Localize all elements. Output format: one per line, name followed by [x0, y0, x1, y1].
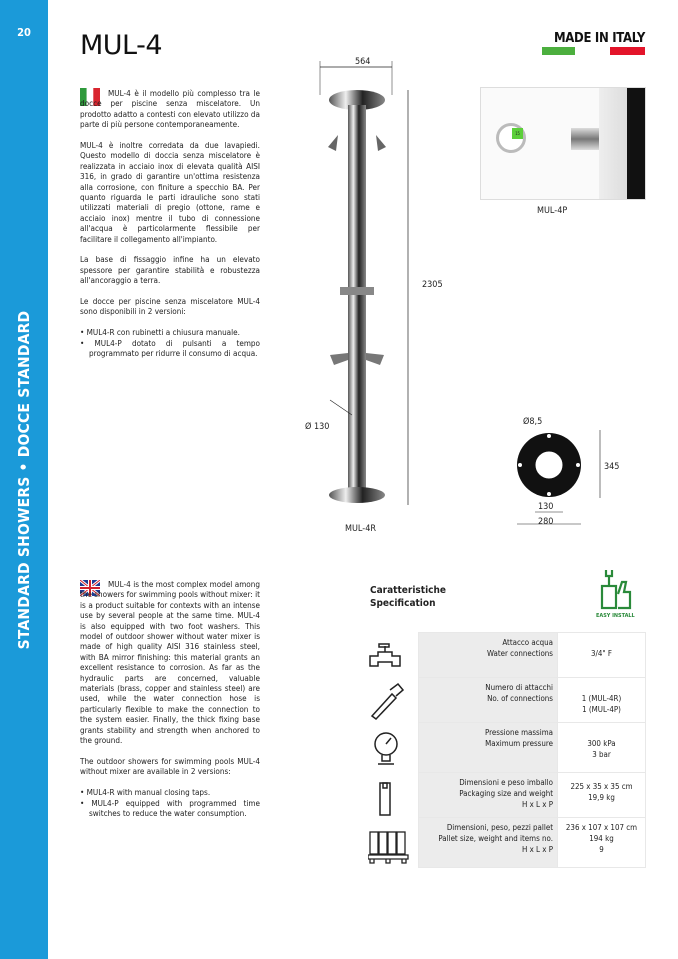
spec-label-it: Attacco acqua: [502, 638, 553, 647]
inset-caption: MUL-4P: [537, 206, 568, 216]
spec-label-dims: H x L x P: [522, 800, 553, 809]
flag-green-bar: [542, 47, 575, 55]
spec-row: [419, 773, 646, 818]
water-valve-icon: [368, 640, 404, 672]
spec-heading: [370, 584, 446, 610]
it-paragraph: La base di fissaggio infine ha un elevato spessore per garantire stabilità e robustezza all'ancoraggio a terra.: [80, 254, 260, 286]
spec-label-it: Numero di attacchi: [485, 683, 553, 692]
package-box-icon: [368, 780, 404, 818]
spec-value: 300 kPa: [587, 739, 616, 748]
list-item: • MUL4-P dotato di pulsanti a tempo programmato per ridurre il consumo di acqua.: [80, 337, 260, 359]
sidebar-label: STANDARD SHOWERS • DOCCE STANDARD: [15, 310, 33, 650]
pipe-wrench-icon: [368, 682, 404, 720]
en-paragraph: MUL-4 is the most complex model among the showers for swimming pools without mixer: it is a product suitable for contexts with an intense use by several people at the same time. MUL-4 is also equipped with two foot washers. This model of outdoor shower without water mixer is made of high quality AISI 316 stainless steel, with BA mirror finishing: this material grants an excellent resistance to corrosion. As far as the hydraulic parts are concerned, valuable materials (brass, copper and stainless steel) are used, while the water connection hose is particularly flexible to make the connection to the system easier. Finally, the thick fixing base grants stability and strength when anchored to the ground.: [80, 579, 261, 746]
en-paragraph: The outdoor showers for swimming pools MUL-4 without mixer are available in 2 versions:: [80, 755, 260, 777]
spec-row: [419, 678, 646, 723]
made-in-italy: MADE IN ITALY: [553, 31, 645, 46]
spec-value: 225 x 35 x 35 cm: [570, 782, 633, 791]
width-dimension: 564: [355, 57, 371, 67]
inner-dimension: 130: [538, 502, 554, 512]
spec-row: [419, 633, 646, 678]
spec-value: 194 kg: [589, 834, 614, 843]
spec-value: 236 x 107 x 107 cm: [565, 823, 638, 832]
spec-label-dims: H x L x P: [522, 845, 553, 854]
it-paragraph: MUL-4 è inoltre corredata da due lavapiedi. Questo modello di doccia senza miscelatore è realizzata in acciaio inox di elevata qualità AISI 316, in grado di garantire un'ottima resistenza alla corrosione, con finiture a specchio BA. Per quanto riguarda le parti idrauliche sono stati utilizzati materiali di pregio (ottone, rame e acciaio inox) mentre il tubo di connessione all'acqua è particolarmente flessibile per facilitare il collegamento all'impianto.: [80, 140, 260, 244]
valve-fitting: [571, 128, 601, 150]
it-paragraph: MUL-4 è il modello più complesso tra le docce per piscine senza miscelatore. Un prodotto adatto a contesti con elevato utilizzo da parte di più persone contemporaneamente.: [80, 88, 260, 130]
spec-value: 19,9 kg: [588, 793, 615, 802]
spec-label-it: Pressione massima: [485, 728, 553, 737]
mul-4p-detail-image: [480, 87, 646, 200]
spec-table: [418, 632, 646, 868]
spec-label-en: Packaging size and weight: [459, 789, 553, 798]
spec-label-en: Maximum pressure: [485, 739, 553, 748]
spec-title-it: Caratteristiche: [370, 585, 446, 596]
spec-label-it: Dimensioni e peso imballo: [459, 778, 553, 787]
pipe-shadow: [627, 88, 646, 200]
drawing-caption: MUL-4R: [345, 524, 376, 534]
list-item: • MUL4-R con rubinetti a chiusura manuale.: [80, 327, 240, 338]
spec-value: 1 (MUL-4R): [581, 694, 622, 703]
page-title: MUL-4: [80, 30, 163, 61]
spec-title-en: Specification: [370, 598, 436, 609]
timer-button: [496, 123, 526, 153]
outer-dimension: 280: [538, 517, 554, 527]
pipe-highlight: [599, 88, 627, 200]
spec-value: 1 (MUL-4P): [582, 705, 621, 714]
hole-dimension: Ø8,5: [523, 417, 543, 427]
pressure-gauge-icon: [368, 730, 404, 768]
spec-label-en: Water connections: [487, 649, 553, 658]
it-paragraph: Le docce per piscine senza miscelatore MUL-4 sono disponibili in 2 versioni:: [80, 296, 260, 317]
timer-label: 15: [512, 128, 523, 139]
easy-install-icon: [598, 568, 634, 612]
english-description: [80, 579, 260, 818]
diameter-dimension: Ø 130: [305, 422, 330, 432]
spec-row: [419, 723, 646, 773]
list-item: • MUL4-P equipped with programmed time switches to reduce the water consumption.: [80, 797, 260, 818]
pallet-icon: [368, 828, 412, 864]
page-number: 20: [17, 26, 31, 39]
spec-label-it: Dimensioni, peso, pezzi pallet: [446, 823, 553, 832]
height-dimension: 2305: [422, 280, 443, 290]
base-height-dimension: 345: [604, 462, 620, 472]
easy-install-label: EASY INSTALL: [596, 613, 635, 619]
spec-value: 3/4" F: [590, 649, 613, 658]
italian-description: [80, 88, 260, 359]
base-drawing: [505, 420, 615, 530]
spec-value: 9: [599, 845, 604, 854]
flag-red-bar: [610, 47, 645, 55]
spec-value: 3 bar: [592, 750, 611, 759]
spec-row: [419, 818, 646, 868]
spec-label-en: Pallet size, weight and items no.: [438, 834, 553, 843]
spec-label-en: No. of connections: [487, 694, 553, 703]
list-item: • MUL4-R with manual closing taps.: [80, 787, 211, 798]
